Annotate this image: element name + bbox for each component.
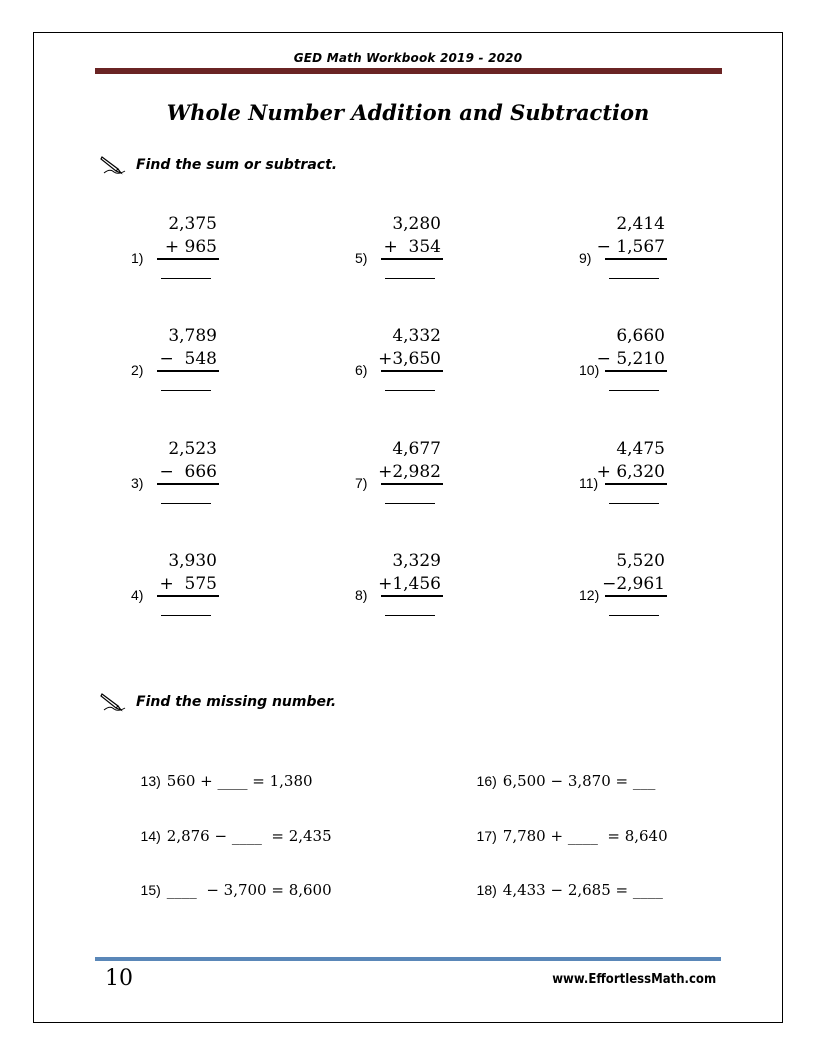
equation-text: 560 + ____ = 1,380 [166, 772, 313, 790]
answer-line[interactable] [161, 615, 211, 616]
equation-17 [467, 809, 668, 845]
problem-bottom-number: −2,961 [602, 574, 665, 594]
problem-5 [355, 214, 495, 304]
problem-6 [355, 326, 495, 416]
answer-line[interactable] [385, 615, 435, 616]
answer-line[interactable] [385, 278, 435, 279]
equation-text: 6,500 − 3,870 = ___ [502, 772, 656, 790]
answer-line[interactable] [385, 390, 435, 391]
equation-15 [131, 863, 332, 899]
equation-label: 13) [140, 773, 161, 789]
problem-top-number: 2,414 [616, 214, 665, 234]
problem-11 [579, 439, 719, 529]
problem-rule [605, 483, 667, 485]
problem-bottom-number: + 6,320 [596, 462, 665, 482]
problem-label: 11) [579, 475, 599, 491]
header-title: GED Math Workbook 2019 - 2020 [293, 51, 523, 65]
problem-rule [381, 483, 443, 485]
problem-8 [355, 551, 495, 641]
header-bar [95, 68, 722, 74]
problem-label: 9) [579, 250, 592, 266]
instruction-missing [100, 692, 336, 712]
problem-label: 10) [579, 362, 600, 378]
answer-line[interactable] [385, 503, 435, 504]
problem-3 [131, 439, 271, 529]
problem-rule [157, 258, 219, 260]
problem-top-number: 3,789 [168, 326, 217, 346]
answer-line[interactable] [609, 390, 659, 391]
problem-top-number: 3,280 [392, 214, 441, 234]
answer-line[interactable] [609, 503, 659, 504]
problem-rule [381, 370, 443, 372]
problem-rule [157, 595, 219, 597]
problem-top-number: 3,329 [392, 551, 441, 571]
problem-label: 7) [355, 475, 368, 491]
problem-rule [381, 595, 443, 597]
problem-bottom-number: + 965 [164, 237, 217, 257]
problem-bottom-number: + 354 [383, 237, 441, 257]
problem-bottom-number: − 548 [159, 349, 217, 369]
equation-text: ____ − 3,700 = 8,600 [166, 881, 332, 899]
problem-12 [579, 551, 719, 641]
answer-line[interactable] [609, 278, 659, 279]
footer-bar [95, 957, 721, 961]
problem-bottom-number: − 1,567 [596, 237, 665, 257]
problem-label: 5) [355, 250, 368, 266]
problem-10 [579, 326, 719, 416]
pencil-writing-icon [100, 692, 126, 712]
equation-text: 7,780 + ____ = 8,640 [502, 827, 668, 845]
problem-bottom-number: − 5,210 [596, 349, 665, 369]
equation-text: 4,433 − 2,685 = ____ [502, 881, 663, 899]
problem-rule [157, 370, 219, 372]
equation-16 [467, 754, 655, 790]
equation-label: 18) [476, 882, 497, 898]
problem-label: 1) [131, 250, 144, 266]
problem-label: 4) [131, 587, 144, 603]
problem-label: 2) [131, 362, 144, 378]
problem-label: 8) [355, 587, 368, 603]
problem-7 [355, 439, 495, 529]
problem-label: 3) [131, 475, 144, 491]
problem-top-number: 4,677 [392, 439, 441, 459]
problem-rule [605, 595, 667, 597]
problem-bottom-number: +1,456 [378, 574, 441, 594]
equation-label: 14) [140, 828, 161, 844]
problem-2 [131, 326, 271, 416]
page-title: Whole Number Addition and Subtraction [166, 100, 650, 125]
problem-top-number: 6,660 [616, 326, 665, 346]
problem-bottom-number: +3,650 [378, 349, 441, 369]
answer-line[interactable] [161, 278, 211, 279]
answer-line[interactable] [609, 615, 659, 616]
instruction-text: Find the sum or subtract. [136, 157, 338, 173]
problem-bottom-number: +2,982 [378, 462, 441, 482]
problem-1 [131, 214, 271, 304]
equation-label: 15) [140, 882, 161, 898]
equation-14 [131, 809, 332, 845]
problem-label: 12) [579, 587, 600, 603]
page-number: 10 [105, 966, 133, 991]
problem-label: 6) [355, 362, 368, 378]
equation-text: 2,876 − ____ = 2,435 [166, 827, 332, 845]
equation-18 [467, 863, 663, 899]
problem-top-number: 3,930 [168, 551, 217, 571]
problem-top-number: 2,523 [168, 439, 217, 459]
problem-bottom-number: + 575 [159, 574, 217, 594]
problem-rule [381, 258, 443, 260]
problem-bottom-number: − 666 [159, 462, 217, 482]
problem-top-number: 4,475 [616, 439, 665, 459]
problem-rule [605, 258, 667, 260]
website-link: www.EffortlessMath.com [552, 972, 716, 987]
answer-line[interactable] [161, 390, 211, 391]
problem-4 [131, 551, 271, 641]
problem-top-number: 4,332 [392, 326, 441, 346]
equation-label: 16) [476, 773, 497, 789]
instruction-sum [100, 155, 337, 175]
problem-top-number: 2,375 [168, 214, 217, 234]
problem-9 [579, 214, 719, 304]
pencil-writing-icon [100, 155, 126, 175]
problem-rule [157, 483, 219, 485]
problem-rule [605, 370, 667, 372]
equation-label: 17) [476, 828, 497, 844]
problem-top-number: 5,520 [616, 551, 665, 571]
instruction-text: Find the missing number. [136, 694, 337, 710]
equation-13 [131, 754, 313, 790]
answer-line[interactable] [161, 503, 211, 504]
